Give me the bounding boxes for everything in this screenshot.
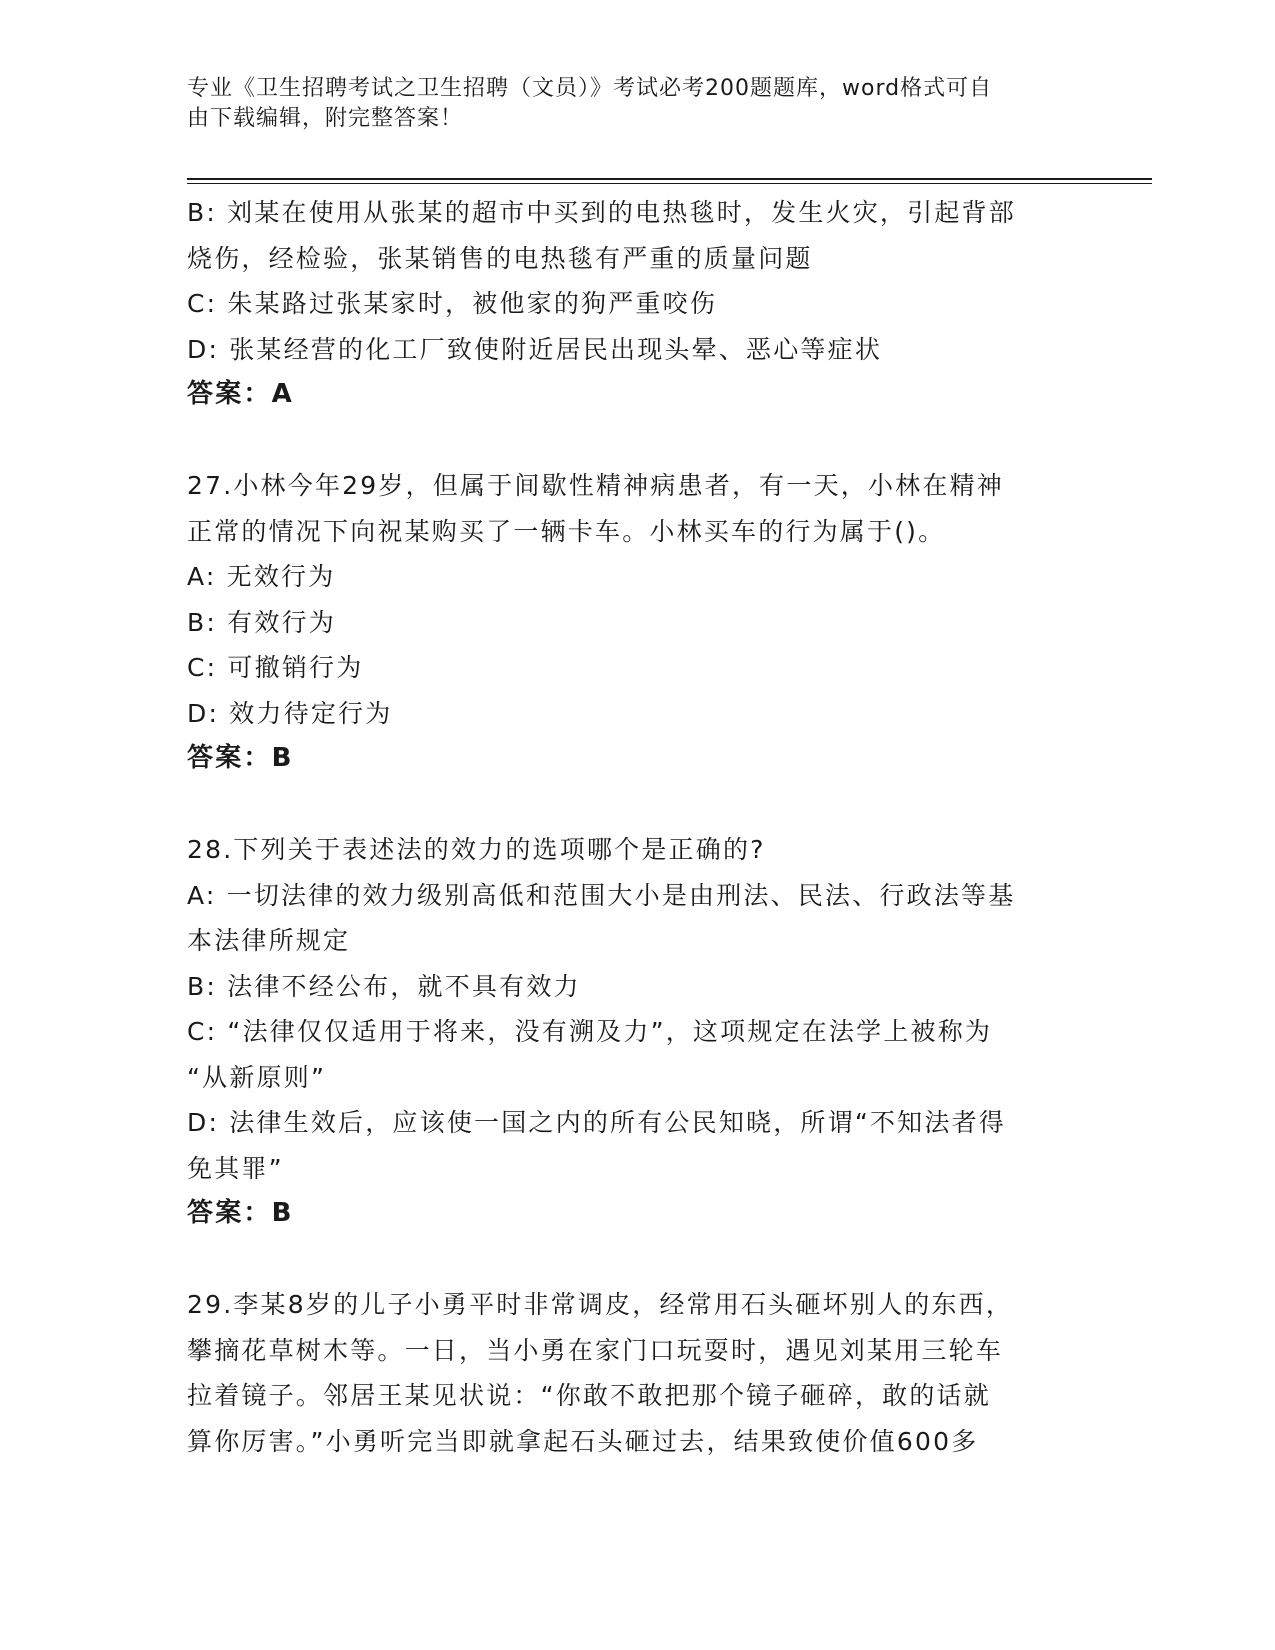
- q29-stem-line-2: 攀摘花草树木等。一日，当小勇在家门口玩耍时，遇见刘某用三轮车: [187, 1335, 1004, 1365]
- question-content: [187, 190, 1087, 1464]
- q28-option-c-line-1: C: “法律仅仅适用于将来，没有溯及力”，这项规定在法学上被称为: [187, 1017, 993, 1046]
- q26-answer: 答案：A: [187, 379, 294, 409]
- q28-option-d-line-2: 免其罪”: [187, 1153, 284, 1183]
- page-header: [187, 74, 1087, 134]
- q29-stem-line-4: 算你厉害。”小勇听完当即就拿起石头砸过去，结果致使价值600多: [187, 1426, 979, 1456]
- q29-stem-line-3: 拉着镜子。邻居王某见状说：“你敢不敢把那个镜子砸碎，敢的话就: [187, 1381, 991, 1410]
- q28-stem: 28.下列关于表述法的效力的选项哪个是正确的?: [187, 835, 766, 864]
- q28-option-a-line-1: A: 一切法律的效力级别高低和范围大小是由刑法、民法、行政法等基: [187, 880, 1016, 910]
- q29-stem-line-1: 29.李某8岁的儿子小勇平时非常调皮，经常用石头砸坏别人的东西，: [187, 1290, 1014, 1319]
- q27-option-a: A: 无效行为: [187, 562, 336, 591]
- spacer: [187, 782, 1087, 828]
- q28-option-a-line-2: 本法律所规定: [187, 926, 351, 955]
- q27-option-d: D: 效力待定行为: [187, 698, 393, 728]
- q28-option-c-line-2: “从新原则”: [187, 1062, 327, 1092]
- header-title-line-1: 专业《卫生招聘考试之卫生招聘（文员）》考试必考200题题库，word格式可自: [187, 76, 993, 101]
- q26-option-b-line-2: 烧伤，经检验，张某销售的电热毯有严重的质量问题: [187, 243, 813, 273]
- spacer: [187, 1237, 1087, 1283]
- question-28: [187, 827, 1087, 1237]
- spacer: [187, 418, 1087, 464]
- header-divider-thick: [187, 178, 1152, 180]
- header-divider-thin: [187, 183, 1152, 184]
- question-26-tail: [187, 190, 1087, 418]
- q28-option-b: B: 法律不经公布，就不具有效力: [187, 971, 581, 1001]
- question-29: [187, 1282, 1087, 1464]
- q27-stem-line-2: 正常的情况下向祝某购买了一辆卡车。小林买车的行为属于()。: [187, 516, 946, 546]
- q27-option-b: B: 有效行为: [187, 607, 336, 637]
- q28-option-d-line-1: D: 法律生效后，应该使一国之内的所有公民知晓，所谓“不知法者得: [187, 1108, 1006, 1137]
- q26-option-c: C: 朱某路过张某家时，被他家的狗严重咬伤: [187, 289, 718, 318]
- q26-option-d: D: 张某经营的化工厂致使附近居民出现头晕、恶心等症状: [187, 334, 883, 364]
- header-title-line-2: 由下载编辑，附完整答案！: [187, 106, 464, 131]
- q27-stem-line-1: 27.小林今年29岁，但属于间歇性精神病患者，有一天，小林在精神: [187, 471, 1004, 500]
- q26-option-b-line-1: B: 刘某在使用从张某的超市中买到的电热毯时，发生火灾，引起背部: [187, 198, 1016, 227]
- q28-answer: 答案：B: [187, 1198, 294, 1228]
- q27-answer: 答案：B: [187, 743, 294, 773]
- q27-option-c: C: 可撤销行为: [187, 653, 364, 682]
- question-27: [187, 463, 1087, 782]
